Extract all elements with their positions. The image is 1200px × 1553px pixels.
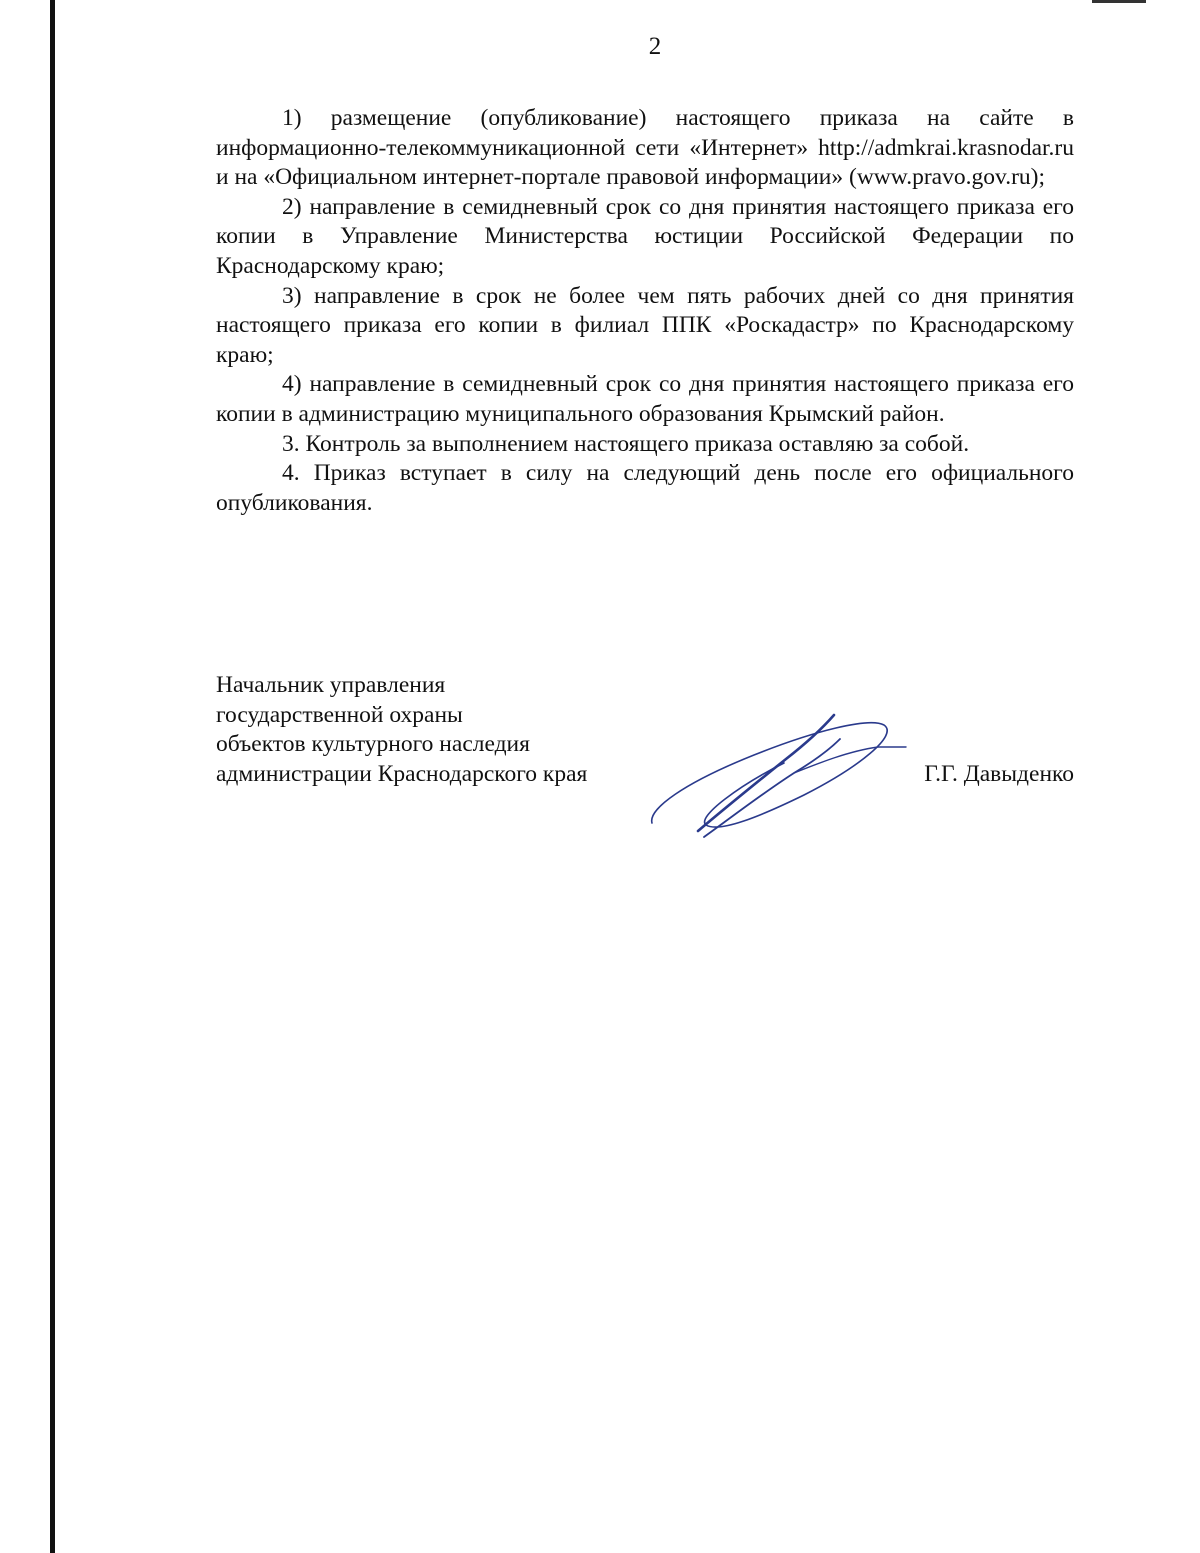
signature-block: [216, 671, 1074, 851]
scan-mark-top: [1092, 0, 1146, 3]
signer-position: [216, 671, 587, 789]
signer-name: Г.Г. Давыденко: [924, 760, 1074, 787]
document-body: [216, 104, 1074, 518]
signer-position-line: администрации Краснодарского края: [216, 760, 588, 787]
paragraph-clause-3: 3. Контроль за выполнением настоящего приказа оставляю за собой.: [282, 430, 970, 457]
signer-position-line: объектов культурного наследия: [216, 731, 530, 758]
paragraph-item-2: 2) направление в семидневный срок со дня принятия настоящего приказа его копии в Управление Министерства юстиции Российской Федерации по Краснодарскому краю;: [216, 193, 1074, 279]
signer-position-line: Начальник управления: [216, 672, 446, 698]
paragraph-item-3: 3) направление в срок не более чем пять рабочих дней со дня принятия настоящего приказа его копии в филиал ППК «Роскадастр» по Краснодарскому краю;: [216, 282, 1074, 368]
paragraph-item-4: 4) направление в семидневный срок со дня принятия настоящего приказа его копии в администрацию муниципального образования Крымский район.: [216, 371, 1074, 427]
handwritten-signature: [644, 691, 914, 851]
scan-edge-left: [50, 0, 55, 1553]
signer-position-line: государственной охраны: [216, 701, 463, 728]
signature-stroke-tail: [704, 739, 840, 837]
paragraph-item-1: 1) размещение (опубликование) настоящего приказа на сайте в информационно-телекоммуникационной сети «Интернет» http://admkrai.krasnodar.ru и на «Официальном интернет-портале правовой информации» (www.pravo.gov.ru);: [216, 105, 1074, 191]
paragraph-clause-4: 4. Приказ вступает в силу на следующий день после его официального опубликования.: [216, 460, 1074, 516]
signature-stroke-loop: [652, 723, 887, 827]
page-number: 2: [648, 33, 662, 60]
